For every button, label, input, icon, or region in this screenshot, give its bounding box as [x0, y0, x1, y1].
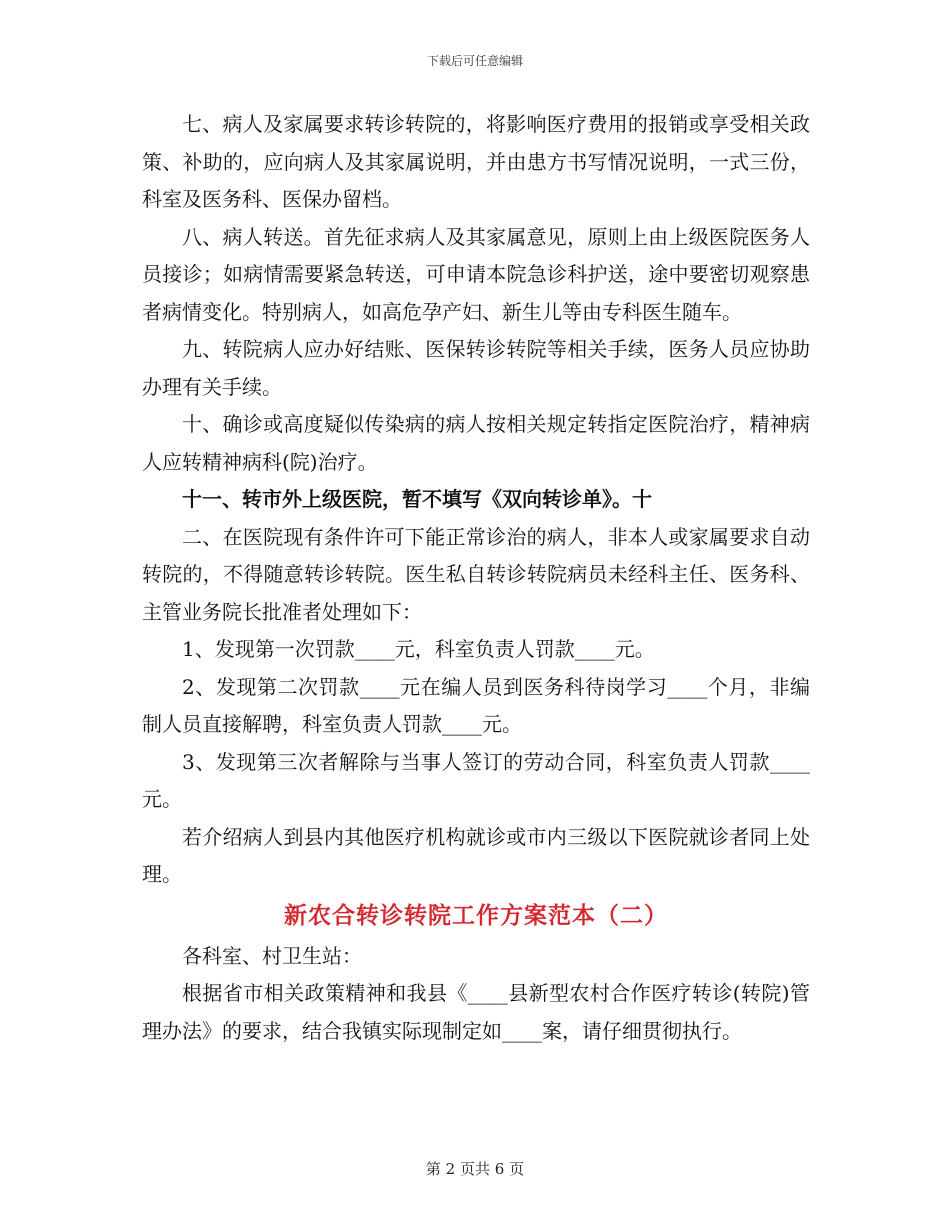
paragraph-intro: 根据省市相关政策精神和我县《____县新型农村合作医疗转诊(转院)管理办法》的要求，结合我镇实际现制定如____案，请仔细贯彻执行。	[142, 981, 810, 1043]
penalty-item-3: 3、发现第三次者解除与当事人签订的劳动合同，科室负责人罚款____元。	[142, 749, 810, 811]
paragraph-item-9: 九、转院病人应办好结账、医保转诊转院等相关手续，医务人员应协助办理有关手续。	[142, 337, 810, 399]
penalty-item-1: 1、发现第一次罚款____元，科室负责人罚款____元。	[182, 637, 655, 661]
page-footer: 第 2 页共 6 页	[425, 1160, 525, 1178]
paragraph-item-8: 八、病人转送。首先征求病人及其家属意见，原则上由上级医院医务人员接诊；如病情需要紧急转送，可申请本院急诊科护送，途中要密切观察患者病情变化。特别病人，如高危孕产妇、新生儿等由专科医生随车。	[142, 224, 810, 324]
paragraph-referral-note: 若介绍病人到县内其他医疗机构就诊或市内三级以下医院就诊者同上处理。	[142, 824, 810, 886]
page-header: 下载后可任意编辑	[426, 54, 523, 68]
paragraph-item-10: 十、确诊或高度疑似传染病的病人按相关规定转指定医院治疗，精神病人应转精神病科(院)治疗。	[142, 412, 810, 474]
paragraph-item-7: 七、病人及家属要求转诊转院的，将影响医疗费用的报销或享受相关政策、补助的，应向病人及其家属说明，并由患方书写情况说明，一式三份，科室及医务科、医保办留档。	[142, 112, 810, 211]
penalty-item-2: 2、发现第二次罚款____元在编人员到医务科待岗学习____个月，非编制人员直接解聘，科室负责人罚款____元。	[142, 674, 810, 736]
section-title: 新农合转诊转院工作方案范本（二）	[284, 901, 668, 929]
paragraph-item-11: 十一、转市外上级医院，暂不填写《双向转诊单》。十	[182, 487, 652, 511]
salutation: 各科室、村卫生站：	[182, 943, 362, 968]
document-body	[142, 106, 810, 1050]
paragraph-item-12: 二、在医院现有条件许可下能正常诊治的病人，非本人或家属要求自动转院的，不得随意转诊转院。医生私自转诊转院病员未经科主任、医务科、主管业务院长批准者处理如下：	[142, 524, 810, 624]
